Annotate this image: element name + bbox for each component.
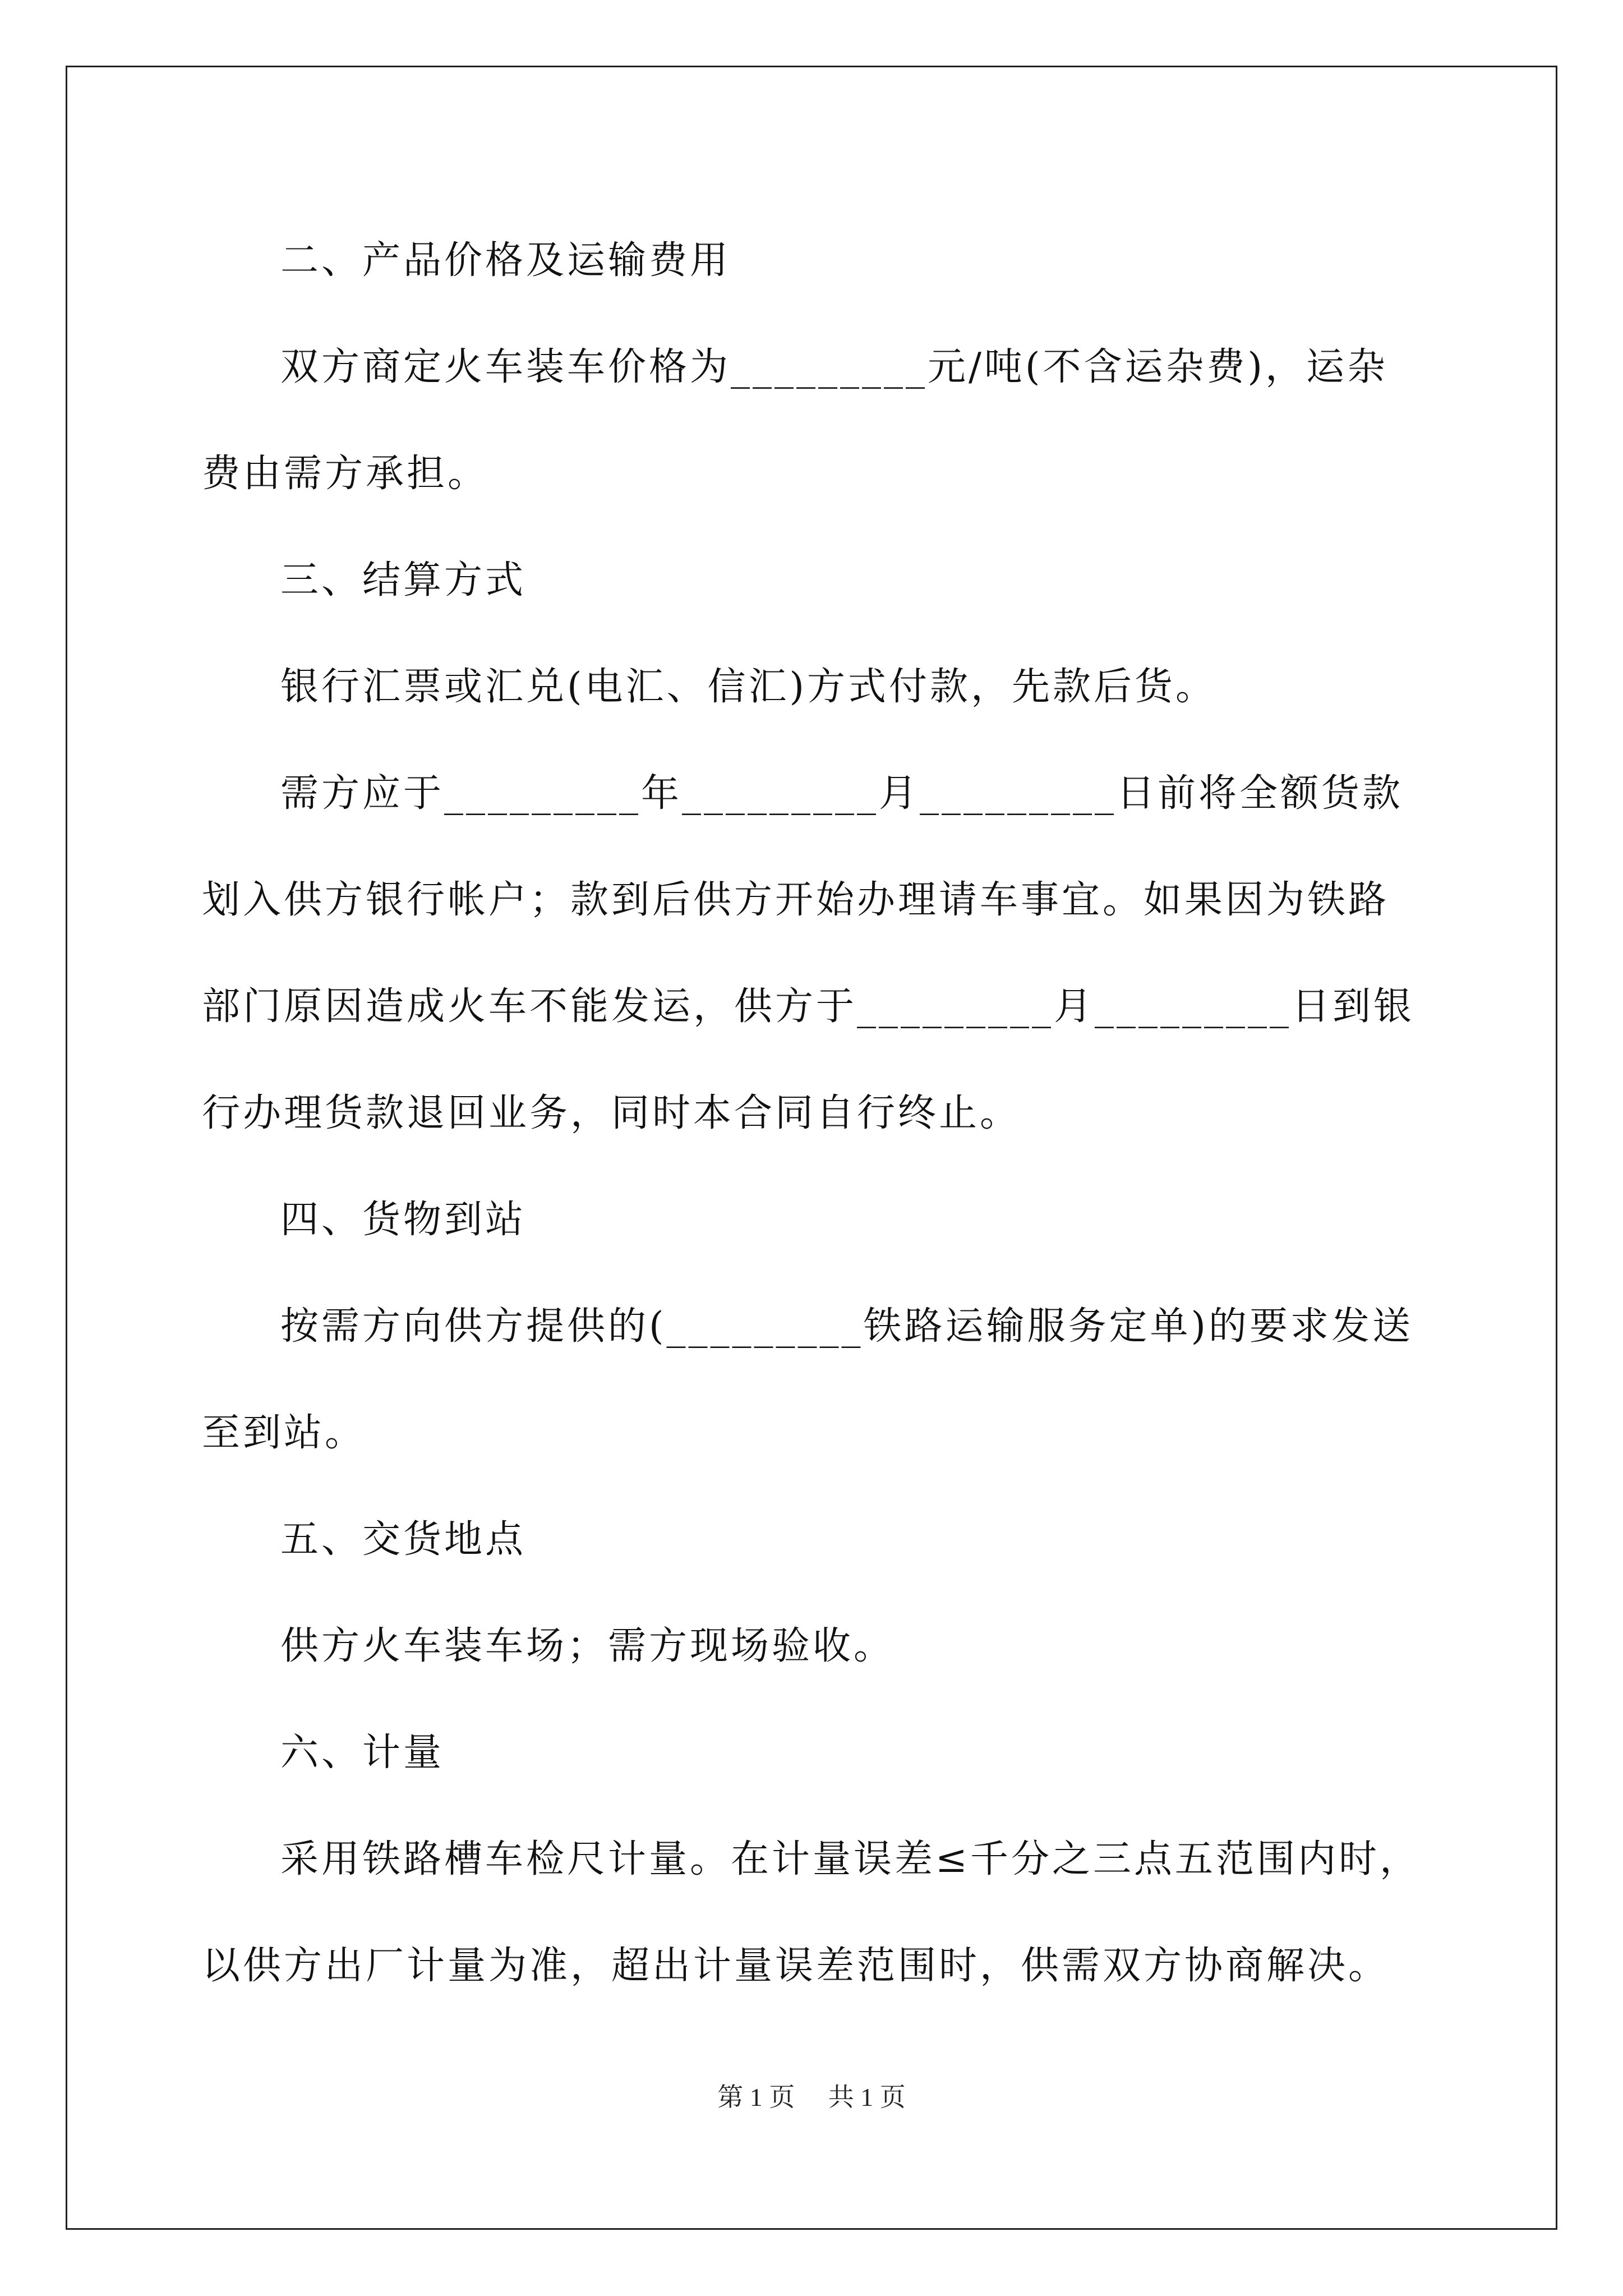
page-footer — [0, 2077, 1623, 2114]
paragraph-delivery-place: 供方火车装车场；需方现场验收。 — [280, 1624, 895, 1668]
section-heading-destination: 四、货物到站 — [280, 1198, 527, 1242]
paragraph-payment-method: 银行汇票或汇兑(电汇、信汇)方式付款，先款后货。 — [280, 665, 1217, 709]
paragraph-measurement: 采用铁路槽车检尺计量。在计量误差≤千分之三点五范围内时，以供方出厂计量为准，超出计量误差范围时，供需双方协商解决。 — [202, 1837, 1421, 1988]
page-number-total: 共 1 页 — [828, 2083, 906, 2111]
page-number-current: 第 1 页 — [717, 2083, 795, 2111]
section-heading-measurement: 六、计量 — [280, 1731, 445, 1775]
section-heading-settlement: 三、结算方式 — [280, 558, 527, 602]
section-heading-price: 二、产品价格及运输费用 — [280, 238, 731, 283]
paragraph-destination: 按需方向供方提供的(_________铁路运输服务定单)的要求发送至到站。 — [202, 1304, 1414, 1455]
section-heading-delivery-place: 五、交货地点 — [280, 1517, 527, 1562]
paragraph-price-terms: 双方商定火车装车价格为_________元/吨(不含运杂费)，运杂费由需方承担。 — [202, 345, 1388, 496]
paragraph-payment-deadline: 需方应于_________年_________月_________日前将全额货款划入供方银行帐户；款到后供方开始办理请车事宜。如果因为铁路部门原因造成火车不能发运，供方于_________月_________日到银行办理货款退回业务，同时本合同自行终止。 — [202, 771, 1415, 1135]
document-body — [202, 208, 1427, 2019]
